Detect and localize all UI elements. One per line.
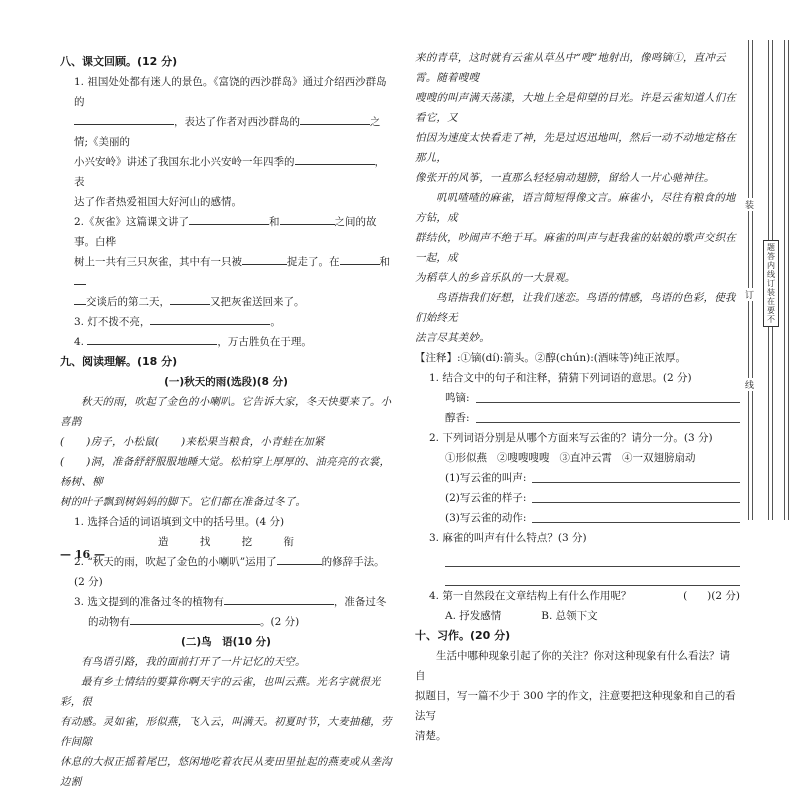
word-3: 挖 bbox=[241, 536, 253, 548]
answer-line-2 bbox=[445, 567, 740, 586]
option-1: ①形似燕 bbox=[445, 452, 487, 464]
left-column bbox=[60, 52, 392, 792]
q4-choices bbox=[415, 606, 740, 626]
s9-q1: 1. 选择合适的词语填到文中的括号里。(4 分) bbox=[74, 516, 285, 528]
s8-q2: 2.《灰雀》这篇课文讲了 和 之间的故事。白桦 树上一共有三只灰雀，其中有一只被 捉走了。在 和 交谈后的第二天， 又把灰雀送回来了。 bbox=[60, 212, 392, 312]
action-answer: (3)写云雀的动作: bbox=[415, 508, 740, 528]
section-8-title: 八、课文回顾。(12 分) bbox=[60, 55, 178, 68]
option-2: ②嗖嗖嗖嗖 bbox=[497, 452, 550, 464]
passage-1-line-4: 树的叶子飘到树妈妈的脚下。它们都在准备过冬了。 bbox=[60, 496, 307, 508]
section-10-title: 十、习作。(20 分) bbox=[415, 629, 511, 642]
annotation-note: 【注释】:①镝(dí):箭头。②醇(chún):(酒味等)纯正浓厚。 bbox=[415, 352, 686, 364]
s9-q2: 2. “秋天的雨，吹起了金色的小喇叭”运用了 的修辞手法。(2 分) bbox=[60, 552, 392, 592]
s8-q3: 3. 灯不拨不亮， 。 bbox=[60, 312, 392, 332]
passage-2-line-2: 最有乡土情结的要算你啊天宇的云雀，也叫云燕。光名字就很光彩，很 bbox=[60, 676, 381, 708]
options-row bbox=[415, 448, 740, 468]
word-bank bbox=[60, 532, 392, 552]
passage-2-line-8: 像张开的风筝，一直那么轻轻扇动翅膀，留给人一片心驰神往。 bbox=[415, 172, 715, 184]
s9-q3: 3. 选文提到的准备过冬的植物有 ，准备过冬 的动物有 。(2 分) bbox=[60, 592, 392, 632]
passage-2-line-13: 法言尽其美妙。 bbox=[415, 332, 490, 344]
binding-char-3: 线 bbox=[745, 378, 754, 391]
option-4: ④一双翅膀扇动 bbox=[622, 452, 696, 464]
binding-warning: 题 答 内 线 订 装 在 要 不 bbox=[763, 240, 779, 327]
passage-1-title: (一)秋天的雨(选段)(8 分) bbox=[164, 376, 288, 388]
passage-1-line-2: ( )房子，小松鼠( )来松果当粮食，小青蛙在加紧 bbox=[60, 436, 325, 448]
choice-a: A. 抒发感情 bbox=[445, 610, 502, 622]
passage-2-line-4: 休息的大叔正摇着尾巴，悠闲地吃着农民从麦田里扯起的燕麦或从垄沟边割 bbox=[60, 756, 392, 788]
passage-2-line-11: 为稻草人的乡音乐队的一大景观。 bbox=[415, 272, 576, 284]
answer-line-1 bbox=[445, 548, 740, 567]
page-number: — 16 — bbox=[60, 548, 105, 561]
s9-q2-2: 2. 下列词语分别是从哪个方面来写云雀的？请分一分。(3 分) bbox=[429, 432, 713, 444]
passage-2-line-7: 怕因为速度太快看走了神，先是过迟迅地叫，然后一动不动地定格在那儿， bbox=[415, 132, 736, 164]
word-1-answer: 鸣镝: bbox=[415, 388, 740, 408]
s9-q2-4: 4. 第一自然段在文章结构上有什么作用呢？ ( ) (2 分) bbox=[429, 590, 740, 602]
passage-2-line-9: 叽叽喳喳的麻雀，语言简短得像文言。麻雀小，尽往有粮食的地方钻，成 bbox=[415, 192, 736, 224]
passage-2-line-10: 群结伙，吵闹声不绝于耳。麻雀的叫声与赶我雀的姑娘的歌声交织在一起，成 bbox=[415, 232, 736, 264]
passage-2-line-12: 鸟语指我们好想，让我们迷恋。鸟语的情感，鸟语的色彩，使我们始终无 bbox=[415, 292, 736, 324]
essay-prompt-2: 拟题目，写一篇不少于 300 字的作文，注意要把这种现象和自己的看法写 bbox=[415, 690, 736, 722]
passage-2-line-1: 有鸟语引路，我的面前打开了一片记忆的天空。 bbox=[81, 656, 306, 668]
choice-b: B. 总领下文 bbox=[541, 610, 598, 622]
passage-2-line-3: 有动感。灵如雀，形似燕，飞入云，叫满天。初夏时节，大麦抽穗，劳作间隙 bbox=[60, 716, 392, 748]
word-4: 衔 bbox=[283, 536, 295, 548]
binding-char-1: 装 bbox=[745, 198, 754, 211]
word-1: 造 bbox=[157, 536, 169, 548]
passage-2-line-5: 来的青草，这时就有云雀从草丛中“嗖”地射出，像鸣镝①，直冲云霄。随着嗖嗖 bbox=[415, 52, 726, 84]
passage-2-line-6: 嗖嗖的叫声满天荡漾，大地上全是仰望的目光。许是云雀知道人们在看它，又 bbox=[415, 92, 736, 124]
option-3: ③直冲云霄 bbox=[559, 452, 613, 464]
essay-prompt-1: 生活中哪种现象引起了你的关注？你对这种现象有什么看法？请自 bbox=[415, 650, 730, 682]
s9-q2-3: 3. 麻雀的叫声有什么特点？(3 分) bbox=[429, 532, 587, 544]
passage-2-title: (二)鸟 语(10 分) bbox=[181, 636, 271, 648]
essay-prompt-3: 清楚。 bbox=[415, 730, 447, 742]
binding-char-2: 订 bbox=[745, 288, 754, 301]
word-2: 找 bbox=[199, 536, 211, 548]
s8-q4: 4. ，万古胜负在于理。 bbox=[60, 332, 392, 352]
shape-answer: (2)写云雀的样子: bbox=[415, 488, 740, 508]
s8-q1: 1. 祖国处处都有迷人的景色。《富饶的西沙群岛》通过介绍西沙群岛的 ，表达了作者对西沙群岛的 之情;《美丽的 小兴安岭》讲述了我国东北小兴安岭一年四季的 ，表 达了作者热爱祖国大好河山的感情。 bbox=[74, 76, 387, 208]
passage-1-line-1: 秋天的雨，吹起了金色的小喇叭。它告诉大家，冬天快要来了。小喜鹊 bbox=[60, 396, 392, 428]
passage-1-line-3: ( )洞，准备舒舒服服地睡大觉。松柏穿上厚厚的、油亮亮的衣裳，杨树、柳 bbox=[60, 456, 391, 488]
s9-q2-1: 1. 结合文中的句子和注释，猜猜下列词语的意思。(2 分) bbox=[429, 372, 692, 384]
word-2-answer: 醇香: bbox=[415, 408, 740, 428]
right-column bbox=[415, 48, 740, 746]
sound-answer: (1)写云雀的叫声: bbox=[415, 468, 740, 488]
section-9-title: 九、阅读理解。(18 分) bbox=[60, 355, 178, 368]
